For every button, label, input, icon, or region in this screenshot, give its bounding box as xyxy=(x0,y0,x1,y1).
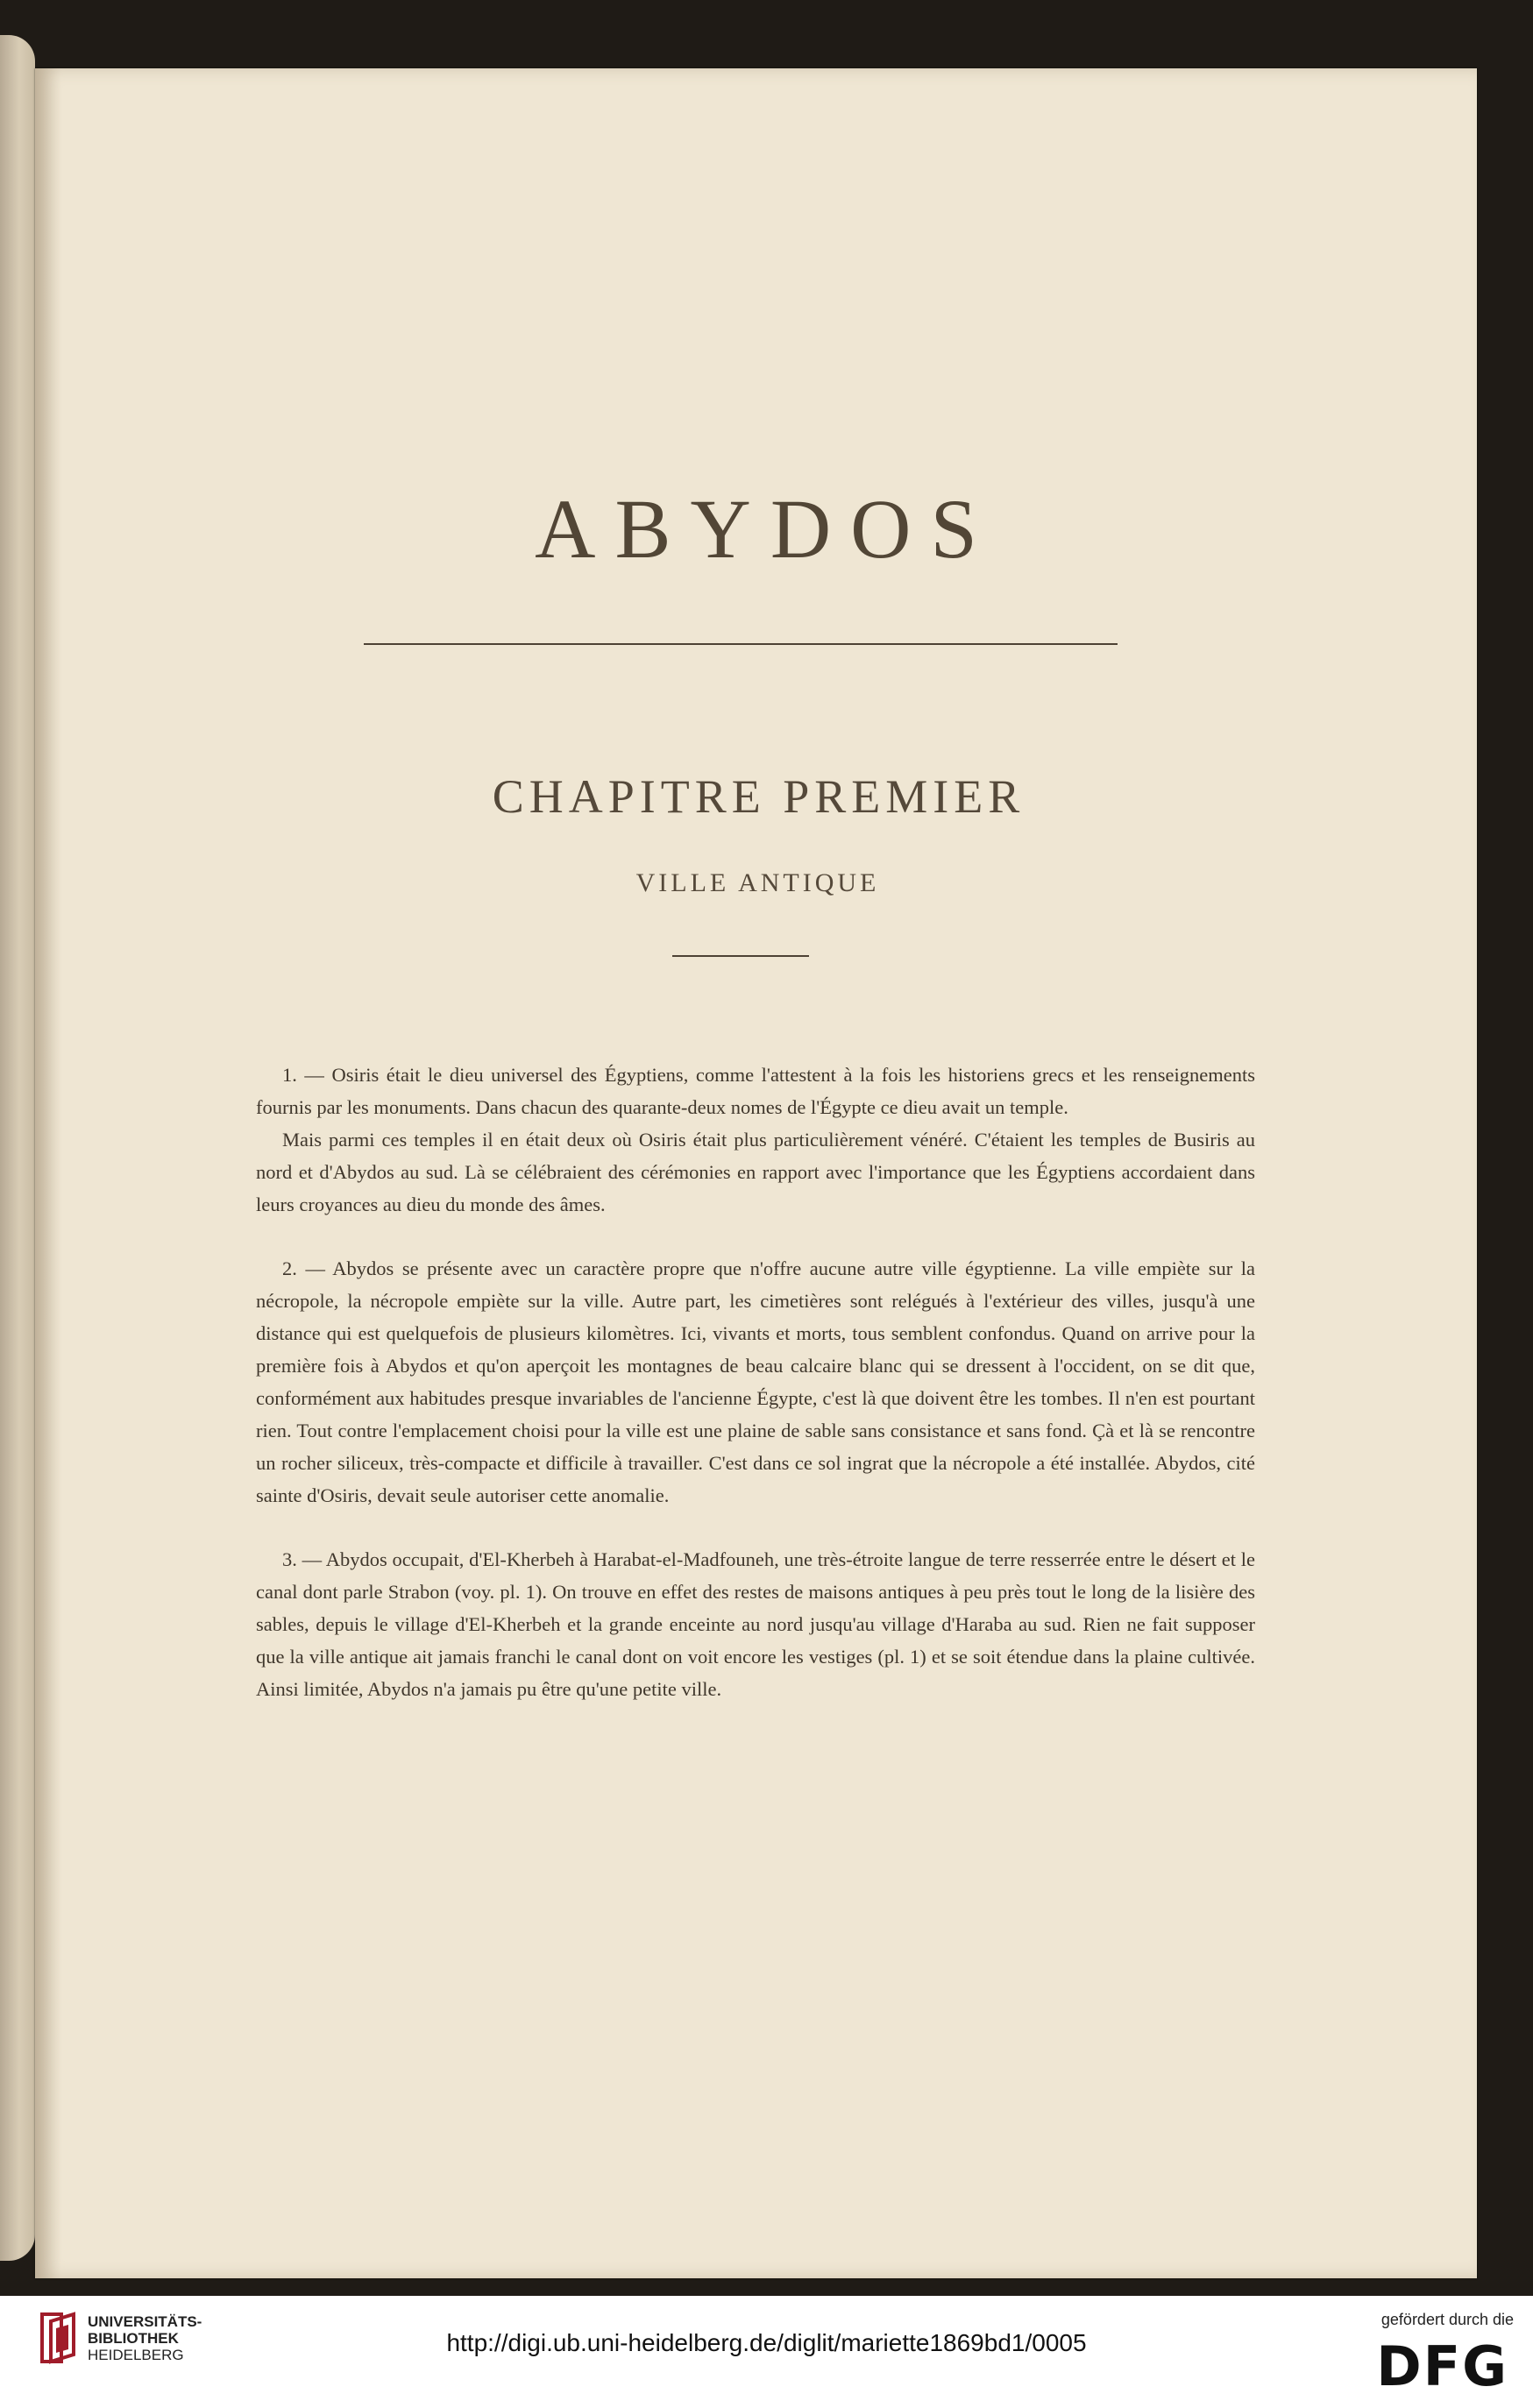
chapter-heading: CHAPITRE PREMIER xyxy=(492,770,1026,823)
paragraph-1: 1. — Osiris était le dieu universel des Égyptiens, comme l'attestent à la fois les historiens grecs et les renseignements fournis par les monuments. Dans chacun des quarante-deux nomes de l'Égypte ce dieu avait un temple. xyxy=(256,1064,1255,1118)
title-rule xyxy=(364,643,1118,645)
paragraph-3: 2. — Abydos se présente avec un caractère propre que n'offre aucune autre ville égyptienne. La ville empiète sur la nécropole, la nécropole empiète sur la ville. Autre part, les cimetières sont relégués à l'extérieur des villes, jusqu'à une distance qui est quelquefois de plusieurs kilomètres. Ici, vivants et morts, tous semblent confondus. Quand on arrive pour la première fois à Abydos et qu'on aperçoit les montagnes de beau calcaire blanc qui se dressent à l'occident, on se dit que, conformément aux habitudes presque invariables de l'ancienne Égypte, c'est là que doivent être les tombes. Il n'en est pourtant rien. Tout contre l'emplacement choisi pour la ville est une plaine de sable sans consistance et sans fond. Çà et là se rencontre un rocher siliceux, très-compacte et difficile à travailler. C'est dans ce sol ingrat que la nécropole a été installée. Abydos, cité sainte d'Osiris, devait seule autoriser cette anomalie. xyxy=(256,1257,1255,1506)
page-fold-shadow xyxy=(35,68,61,2278)
library-name-line1: UNIVERSITÄTS- xyxy=(88,2313,202,2330)
paragraph-4: 3. — Abydos occupait, d'El-Kherbeh à Harabat-el-Madfouneh, une très-étroite langue de terre resserrée entre le désert et le canal dont parle Strabon (voy. pl. 1). On trouve en effet des restes de maisons antiques à peu près tout le long de la lisière des sables, depuis le village d'El-Kherbeh et la grande enceinte au nord jusqu'au village d'Haraba au sud. Rien ne fait supposer que la ville antique ait jamais franchi le canal dont on voit encore les vestiges (pl. 1) et se soit étendue dans la plaine cultivée. Ainsi limitée, Abydos n'a jamais pu être qu'une petite ville. xyxy=(256,1548,1255,1700)
page-title: ABYDOS xyxy=(535,482,997,576)
section-rule xyxy=(672,955,809,957)
left-page-edge xyxy=(0,35,35,2261)
page-url-link[interactable]: http://digi.ub.uni-heidelberg.de/diglit/mariette1869bd1/0005 xyxy=(446,2329,1087,2356)
dfg-logo[interactable]: DFG xyxy=(1376,2334,1508,2398)
book-page xyxy=(35,68,1477,2278)
funding-caption: gefördert durch die xyxy=(1380,2311,1514,2328)
body-text xyxy=(256,1059,1255,1705)
paragraph-2: Mais parmi ces temples il en était deux où Osiris était plus particulièrement vénéré. C'étaient les temples de Busiris au nord et d'Abydos au sud. Là se célébraient des cérémonies en rapport avec l'importance que les Égyptiens accordaient dans leurs croyances au dieu du monde des âmes. xyxy=(256,1129,1255,1215)
section-heading: VILLE ANTIQUE xyxy=(635,868,880,897)
library-name-line3: HEIDELBERG xyxy=(88,2347,184,2363)
library-name-line2: BIBLIOTHEK xyxy=(88,2330,179,2347)
